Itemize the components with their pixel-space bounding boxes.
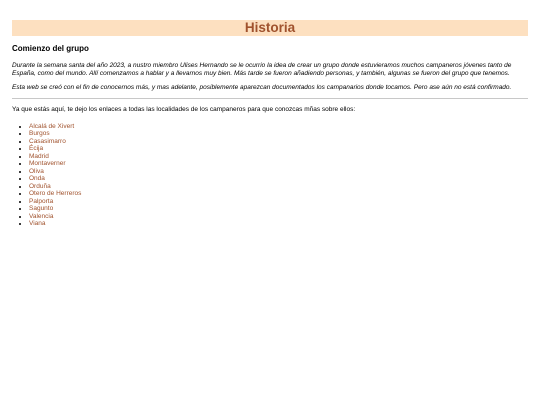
list-item — [29, 168, 528, 176]
list-item — [29, 175, 528, 183]
list-item — [29, 205, 528, 213]
title-bar — [12, 20, 528, 36]
list-item — [29, 220, 528, 228]
town-link-montaverner[interactable]: Montaverner — [29, 160, 66, 167]
town-link-oliva[interactable]: Oliva — [29, 167, 44, 175]
town-links-list — [12, 123, 528, 228]
town-link-casasimarro[interactable]: Casasimarro — [29, 137, 66, 145]
intro-paragraph-1: Durante la semana santa del año 2023, a nustro miembro Ulises Hernando se le ocurrio la idea de crear un grupo donde estuvieramos muchos campaneros jóvenes tanto de España, como del mundo. Allí comenzamos a hablar y a llevarnos muy bien. Más tarde se fueron añadiendo personas, y también, algunas se fueron del grupo que tenemos. — [12, 62, 512, 78]
town-link-sagunto[interactable]: Sagunto — [29, 205, 54, 212]
town-link-burgos[interactable]: Burgos — [29, 130, 50, 137]
town-link-otero-de-herreros[interactable]: Otero de Herreros — [29, 190, 82, 197]
list-item — [29, 160, 528, 168]
town-link-viana[interactable]: Viana — [29, 220, 46, 227]
intro-paragraph-2: Esta web se creó con el fin de conocernos más, y mas adelante, posiblemente aparezcan documentados los campanarios donde tocamos. Pero ase aún no está confirmado. — [12, 84, 512, 92]
town-link-onda[interactable]: Onda — [29, 175, 45, 182]
town-link-madrid[interactable]: Madrid — [29, 152, 49, 160]
list-item — [29, 130, 528, 138]
list-item — [29, 198, 528, 206]
list-item — [29, 138, 528, 146]
town-link-alcala-de-xivert[interactable]: Alcalá de Xivert — [29, 122, 75, 130]
section-divider — [12, 98, 528, 99]
town-link-orduna[interactable]: Orduña — [29, 182, 51, 190]
town-link-palporta[interactable]: Palporta — [29, 197, 54, 205]
list-item — [29, 123, 528, 131]
page-title: Historia — [244, 20, 296, 35]
town-link-ecija[interactable]: Écija — [29, 145, 44, 152]
section-heading: Comienzo del grupo — [12, 44, 89, 53]
links-lead-text: Ya que estás aquí, te dejo los enlaces a todas las localidades de los campaneros para que conozcas mñas sobre ellos: — [12, 106, 356, 114]
list-item — [29, 145, 528, 153]
list-item — [29, 153, 528, 161]
list-item — [29, 190, 528, 198]
list-item — [29, 213, 528, 221]
town-link-valencia[interactable]: Valencia — [29, 212, 54, 220]
list-item — [29, 183, 528, 191]
